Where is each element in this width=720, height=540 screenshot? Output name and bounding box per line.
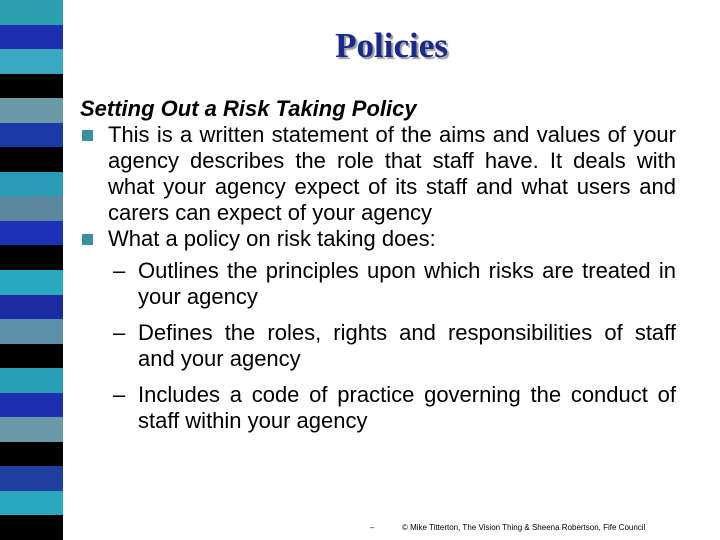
section-heading: Setting Out a Risk Taking Policy	[80, 96, 417, 121]
dash-marker: –	[113, 258, 126, 283]
footer-text: © Mike Titterton, The Vision Thing & Sheena Robertson, Fife Council	[402, 523, 646, 532]
bar-segment	[0, 0, 63, 25]
slide-title: Policies	[335, 26, 448, 65]
bar-segment	[0, 245, 63, 270]
bar-segment	[0, 147, 63, 172]
bar-segment	[0, 270, 63, 295]
bullet-item	[80, 122, 676, 226]
bullet-item	[80, 226, 676, 252]
square-bullet-icon	[82, 234, 93, 245]
bar-segment	[0, 393, 63, 418]
bar-segment	[0, 417, 63, 442]
sub-bullet-text: Outlines the principles upon which risks are treated in your agency	[138, 258, 676, 309]
decorative-left-bar	[0, 0, 63, 540]
bar-segment	[0, 491, 63, 516]
bar-segment	[0, 344, 63, 369]
bullet-text: What a policy on risk taking does:	[108, 226, 436, 251]
sub-bullet-text: Includes a code of practice governing the conduct of staff within your agency	[138, 382, 676, 433]
dash-marker: –	[113, 382, 126, 407]
bar-segment	[0, 466, 63, 491]
bar-segment	[0, 319, 63, 344]
bar-segment	[0, 172, 63, 197]
bar-segment	[0, 74, 63, 99]
sub-bullet-item	[80, 320, 676, 372]
bar-segment	[0, 221, 63, 246]
bar-segment	[0, 196, 63, 221]
bar-segment	[0, 49, 63, 74]
footer-dash: –	[370, 523, 375, 532]
bar-segment	[0, 515, 63, 540]
copyright-footer	[370, 523, 710, 532]
bar-segment	[0, 98, 63, 123]
bar-segment	[0, 368, 63, 393]
bullet-text: This is a written statement of the aims and values of your agency describes the role that staff have. It deals with what your agency expect of its staff and what users and carers can expect of your agency	[108, 122, 676, 225]
bar-segment	[0, 123, 63, 148]
sub-bullet-text: Defines the roles, rights and responsibilities of staff and your agency	[138, 320, 676, 371]
dash-marker: –	[113, 320, 126, 345]
square-bullet-icon	[82, 130, 93, 141]
sub-bullet-item	[80, 382, 676, 434]
bar-segment	[0, 295, 63, 320]
bar-segment	[0, 442, 63, 467]
sub-bullet-item	[80, 258, 676, 310]
slide-content	[80, 96, 676, 434]
bar-segment	[0, 25, 63, 50]
